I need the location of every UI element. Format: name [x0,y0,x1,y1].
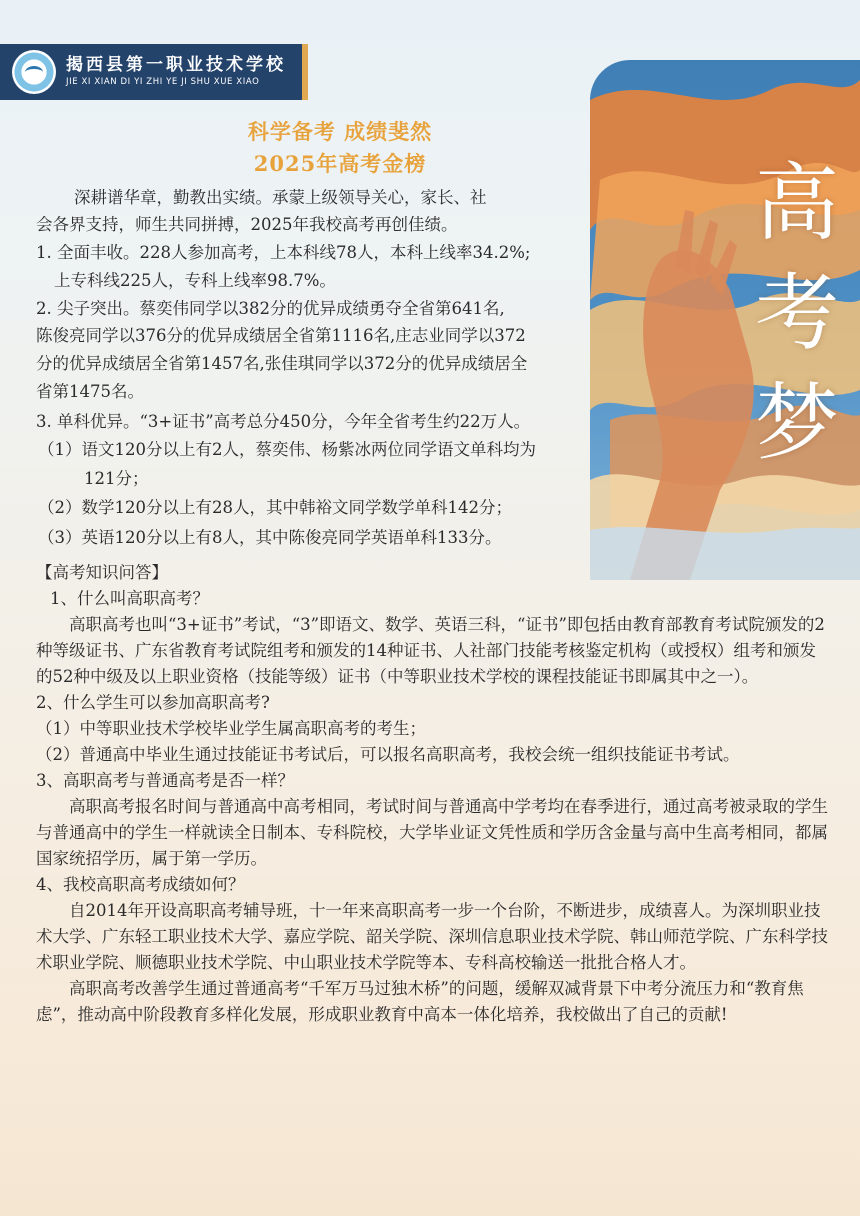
school-name: 揭西县第一职业技术学校 [66,55,286,75]
qa-answer-4-para-1: 自2014年开设高职高考辅导班，十一年来高职高考一步一个台阶，不断进步，成绩喜人。为深圳职业技术大学、广东轻工职业技术大学、嘉应学院、韶关学院、深圳信息职业技术学院、韩山师范学院、广东科学技术职业学院、顺德职业技术学院、中山职业技术学院等本、专科高校输送一批批合格人才。 [36,901,828,972]
result-subitem-3: （3）英语120分以上有8人，其中陈俊亮同学英语单科133分。 [38,528,502,547]
result-item-2: 陈俊亮同学以376分的优异成绩居全省第1116名,庄志业同学以372 [36,326,526,345]
qa-answer-3: 高职高考报名时间与普通高中高考相同，考试时间与普通高中学考均在春季进行，通过高考被录取的学生与普通高中的学生一样就读全日制本、专科院校，大学毕业证文凭性质和学历含金量与高中生高考相同，都属国家统招学历，属于第一学历。 [36,797,828,868]
result-item-1: 1. 全面丰收。228人参加高考，上本科线78人，本科上线率34.2%; [36,243,531,262]
qa-answer-2-item-1: （1）中等职业技术学校毕业学生属高职高考的考生； [36,719,426,738]
intro-text: 会各界支持，师生共同拼搏，2025年我校高考再创佳绩。 [36,215,458,234]
school-logo [12,50,56,94]
art-char-meng: 梦 [754,374,839,472]
qa-answer-1: 高职高考也叫“3+证书”考试，“3”即语文、数学、英语三科，“证书”即包括由教育部教育考试院颁发的2种等级证书、广东省教育考试院组考和颁发的14种证书、人社部门技能考核鉴定机构（或授权）组考和颁发的52种中级及以上职业资格（技能等级）证书（中等职业技术学校的课程技能证书即属其中之一）。 [36,615,825,686]
result-subitem-2: （2）数学120分以上有28人，其中韩裕文同学数学单科142分； [38,498,512,517]
result-item-2: 2. 尖子突出。蔡奕伟同学以382分的优异成绩勇夺全省第641名, [36,299,505,318]
result-item-3: 3. 单科优异。“3+证书”高考总分450分，今年全省考生约22万人。 [36,412,531,431]
art-char-gao: 高 [754,154,839,252]
result-item-1: 上专科线225人，专科上线率98.7%。 [54,271,336,290]
result-subitem-1: （1）语文120分以上有2人，蔡奕伟、杨紫冰两位同学语文单科均为 [38,440,536,459]
gaokao-dream-title [752,148,842,478]
school-header-banner [0,44,302,100]
qa-answer-4-para-2: 高职高考改善学生通过普通高考“千军万马过独木桥”的问题，缓解双减背景下中考分流压力和“教育焦虑”，推动高中阶段教育多样化发展，形成职业教育中高本一体化培养，我校做出了自己的贡献! [36,979,804,1024]
result-item-2: 分的优异成绩居全省第1457名,张佳琪同学以372分的优异成绩居全 [36,354,528,373]
qa-question-2: 2、什么学生可以参加高职高考? [36,693,270,712]
gaokao-dream-artwork [590,60,860,580]
result-item-2: 省第1475名。 [36,382,144,401]
qa-question-3: 3、高职高考与普通高考是否一样？ [36,771,294,790]
qa-heading: 【高考知识问答】 [36,563,168,582]
qa-question-1: 1、什么叫高职高考？ [50,589,209,608]
qa-question-4: 4、我校高职高考成绩如何？ [36,875,245,894]
headline-line2: 2025年高考金榜 [253,151,427,176]
qa-section [36,560,828,1028]
headline-line1: 科学备考 成绩斐然 [247,119,433,144]
intro-text: 深耕谱华章，勤教出实绩。承蒙上级领导关心，家长、社 [74,188,487,207]
school-name-pinyin: JIE XI XIAN DI YI ZHI YE JI SHU XUE XIAO [66,77,260,87]
art-char-kao: 考 [754,264,839,362]
qa-answer-2-item-2: （2）普通高中毕业生通过技能证书考试后，可以报名高职高考，我校会统一组织技能证书考试。 [36,745,740,764]
result-subitem-1: 121分； [84,469,149,488]
